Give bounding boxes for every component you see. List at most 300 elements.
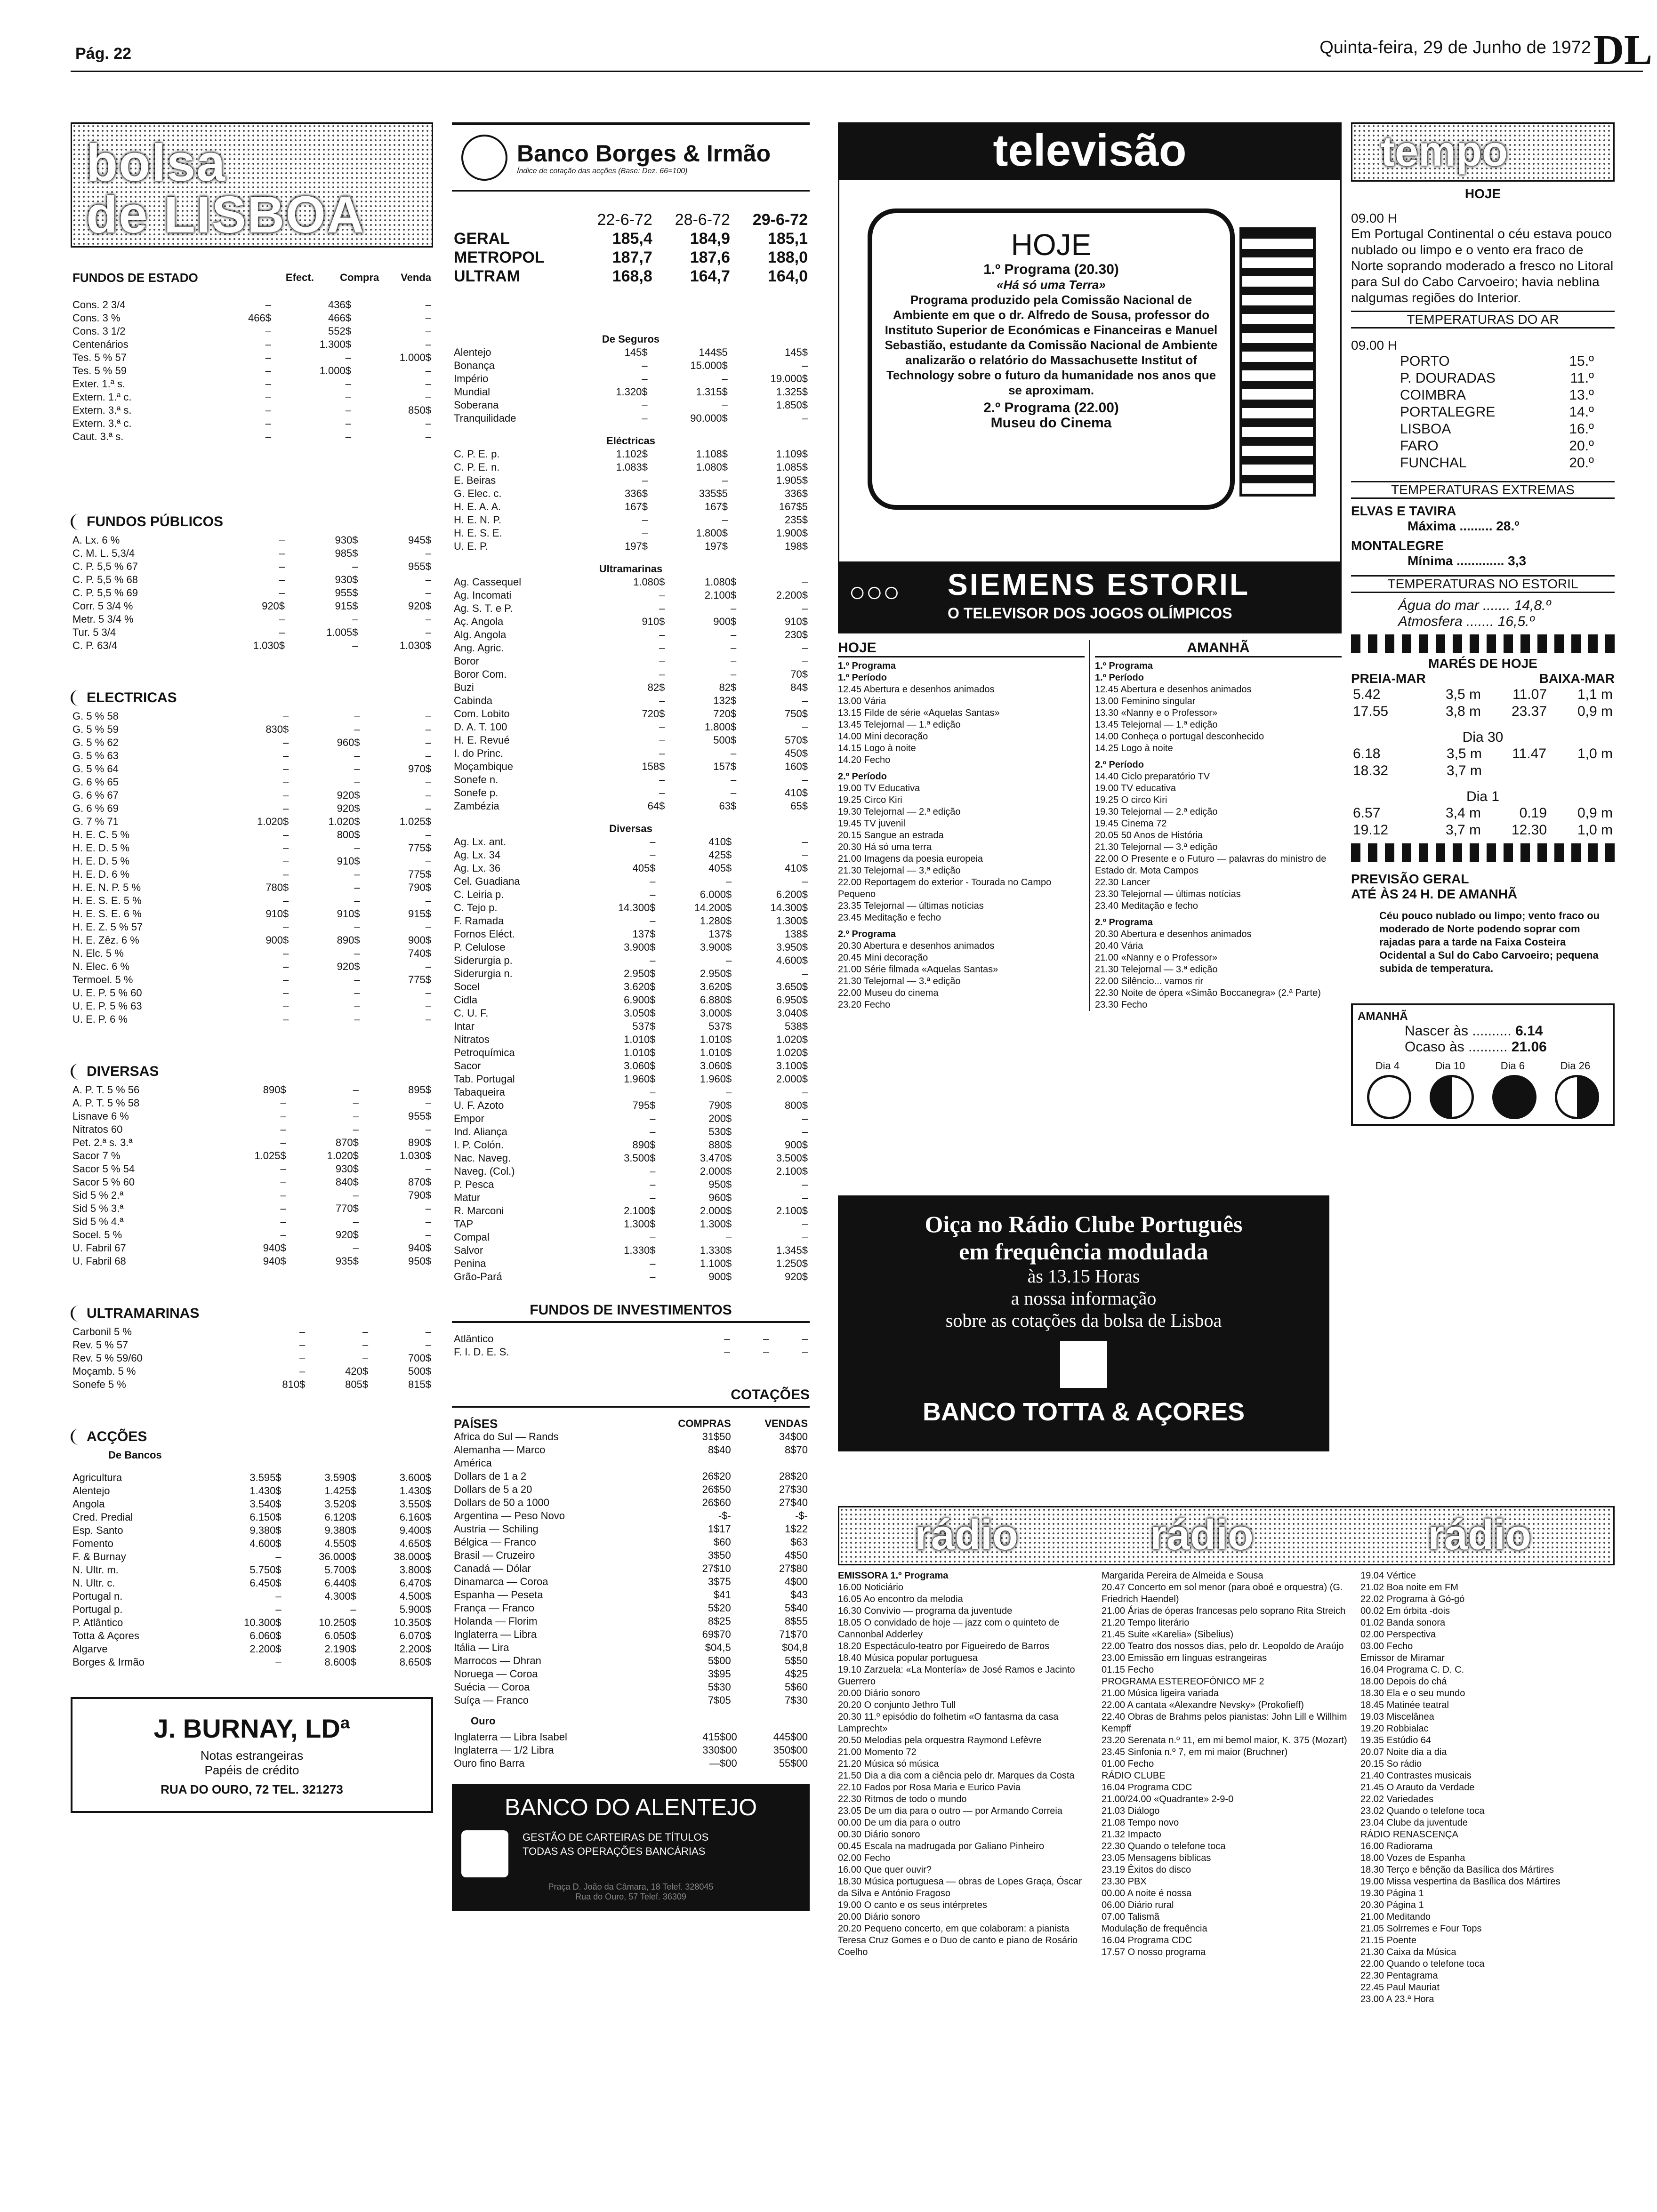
- row-value: 1.300$: [776, 915, 808, 927]
- table-row: [452, 681, 810, 694]
- row-value: 3,7 m: [1445, 822, 1481, 838]
- row-label: Esp. Santo: [72, 1524, 123, 1536]
- row-value: –: [802, 721, 808, 733]
- row-value: –: [425, 1163, 431, 1175]
- row-value: 20.º: [1569, 438, 1594, 454]
- temp-extremas-title: TEMPERATURAS EXTREMAS: [1351, 481, 1615, 499]
- table-row: [452, 372, 810, 385]
- row-value: –: [283, 895, 289, 906]
- fundos-invest-title: FUNDOS DE INVESTIMENTOS: [452, 1302, 810, 1323]
- row-value: 4.500$: [399, 1590, 431, 1602]
- row-value: 450$: [785, 747, 808, 759]
- radio-col-3: [1356, 1570, 1605, 2005]
- row-value: 3.600$: [399, 1472, 431, 1483]
- row-label: Dollars de 5 a 20: [454, 1483, 532, 1495]
- table-row: [452, 527, 810, 540]
- list-item: 14.00 Conheça o portugal desconhecido: [1095, 731, 1264, 742]
- row-label: Tes. 5 % 57: [72, 352, 127, 363]
- row-value: 900$: [713, 616, 737, 627]
- cotacoes-title: COTAÇÕES: [452, 1387, 810, 1408]
- row-label: C. P. 5,5 % 67: [72, 561, 138, 572]
- table-row: [71, 828, 433, 842]
- table-row: [71, 947, 433, 960]
- table-row: [452, 474, 810, 487]
- row-value: 436$: [328, 299, 351, 311]
- table-row: [71, 986, 433, 1000]
- row-label: Pet. 2.ª s. 3.ª: [72, 1137, 133, 1148]
- row-value: –: [283, 987, 289, 999]
- row-value: 1.080$: [633, 576, 665, 588]
- row-value: –: [354, 842, 360, 854]
- row-value: –: [353, 1084, 359, 1096]
- fase-3-label: Dia 6: [1500, 1060, 1525, 1072]
- tv-hoje-p2-sub: 2.º Período: [838, 771, 887, 782]
- tv-hoje-p2-list: [838, 783, 1085, 924]
- row-label: Tabaqueira: [454, 1086, 505, 1098]
- tv-screen-p5: Museu do Cinema: [990, 415, 1112, 431]
- row-value: –: [659, 642, 665, 654]
- table-row: [452, 875, 810, 888]
- row-value: 1.850$: [776, 399, 808, 411]
- row-value: 445$00: [773, 1731, 808, 1743]
- row-value: 870$: [335, 1137, 359, 1148]
- row-value: 1.030$: [399, 640, 431, 651]
- fase-2-label: Dia 10: [1435, 1060, 1465, 1072]
- row-value: 2.190$: [324, 1643, 356, 1655]
- nascer-label: Nascer às: [1405, 1023, 1469, 1039]
- row-label: Buzi: [454, 681, 474, 693]
- row-value: 810$: [282, 1378, 306, 1390]
- list-item: 14.40 Ciclo preparatório TV: [1095, 771, 1210, 782]
- table-row: [71, 1000, 433, 1013]
- totta-logo-icon: [1060, 1341, 1107, 1388]
- tv-screen-p3: Programa produzido pela Comissão Nacional de Ambiente em que o dr. Alfredo de Sousa, professor do Instituto Superior de Económicas e Financeiras e Manuel Sebastião, estudante da Comissão Nacional de Ambiente analizarão o relatório do Massachusette Institut of Technology sobre o futuro da humanidade nos anos que se aproximam.: [885, 293, 1218, 397]
- row-value: 2.100$: [776, 1165, 808, 1177]
- list-item: 23.19 Êxitos do disco: [1102, 1865, 1191, 1875]
- row-value: 1.280$: [700, 915, 732, 927]
- row-value: 145$: [624, 346, 648, 358]
- table-row: [71, 1603, 433, 1616]
- row-value: –: [265, 404, 271, 416]
- row-value: –: [425, 365, 431, 377]
- row-label: A. P. T. 5 % 58: [72, 1097, 140, 1109]
- row-value: –: [425, 921, 431, 933]
- accoes-rows: [71, 1471, 433, 1669]
- row-value: 1$17: [708, 1523, 731, 1535]
- minima-value: 3,3: [1508, 553, 1527, 568]
- row-label: Cidla: [454, 994, 478, 1006]
- row-value: 14.300$: [770, 902, 808, 914]
- row-value: 890$: [263, 1084, 286, 1096]
- row-value: 3.040$: [776, 1007, 808, 1019]
- row-value: –: [802, 412, 808, 424]
- row-value: 900$: [708, 1271, 732, 1282]
- row-value: –: [425, 829, 431, 841]
- row-value: 8$25: [708, 1615, 731, 1627]
- row-label: C. P. 5,5 % 68: [72, 574, 138, 585]
- list-item: 23.35 Telejornal — últimas notícias: [838, 901, 984, 911]
- table-row: [452, 941, 810, 954]
- tv-amanha-p2-list: [1095, 771, 1342, 912]
- list-item: 21.00 Árias de óperas francesas pelo soprano Rita Streich: [1102, 1606, 1346, 1616]
- row-value: 8$70: [785, 1444, 808, 1456]
- row-label: ULTRAM: [454, 267, 520, 285]
- list-item: 12.45 Abertura e desenhos animados: [1095, 684, 1252, 695]
- row-value: –: [345, 378, 351, 390]
- list-item: 00.00 De um dia para o outro: [838, 1818, 961, 1828]
- row-value: –: [283, 974, 289, 986]
- row-value: 70$: [790, 668, 808, 680]
- diversas-title: DIVERSAS: [71, 1064, 433, 1080]
- row-value: 800$: [785, 1099, 808, 1111]
- row-value: $41: [714, 1589, 731, 1601]
- row-value: –: [279, 626, 285, 638]
- row-value: –: [354, 710, 360, 722]
- row-label: Holanda — Florim: [454, 1615, 538, 1627]
- row-label: Grão-Pará: [454, 1271, 502, 1282]
- row-value: –: [725, 875, 732, 887]
- table-row: [452, 589, 810, 602]
- list-item: 19.03 Miscelânea: [1360, 1712, 1434, 1722]
- list-item: 21.02 Boa noite em FM: [1360, 1582, 1458, 1593]
- list-item: 23.05 Mensagens bíblicas: [1102, 1853, 1211, 1863]
- table-row: [71, 1537, 433, 1550]
- table-row: [452, 980, 810, 994]
- row-value: 15.000$: [690, 360, 728, 371]
- row-label: H. E. N. P.: [454, 514, 502, 526]
- estoril-title: TEMPERATURAS NO ESTORIL: [1351, 575, 1615, 593]
- row-label: LISBOA: [1400, 421, 1451, 437]
- row-label: 18.32: [1353, 763, 1389, 778]
- row-label: H. E. D. 6 %: [72, 868, 130, 880]
- row-value: 1.315$: [696, 386, 728, 398]
- list-item: 22.30 Ritmos de todo o mundo: [838, 1794, 967, 1804]
- row-value: –: [362, 1326, 369, 1338]
- table-row: [452, 1654, 810, 1667]
- row-value: –: [280, 1110, 286, 1122]
- row-value: –: [265, 365, 271, 377]
- list-item: 14.25 Logo à noite: [1095, 743, 1173, 753]
- list-item: Emissor de Miramar: [1360, 1653, 1445, 1663]
- row-value: 930$: [335, 534, 358, 546]
- row-value: –: [722, 514, 728, 526]
- table-row: [452, 1575, 810, 1588]
- row-label: Alg. Angola: [454, 629, 507, 641]
- list-item: 21.30 Telejornal — 3.ª edição: [1095, 842, 1218, 852]
- ultramarinas-accoes-rows: [452, 576, 810, 813]
- row-value: 82$: [647, 681, 665, 693]
- row-value: 795$: [632, 1099, 656, 1111]
- list-item: 21.20 Música só música: [838, 1759, 939, 1769]
- list-item: 16.04 Programa CDC: [1102, 1782, 1192, 1793]
- row-value: –: [730, 655, 737, 667]
- row-value: –: [659, 668, 665, 680]
- list-item: 23.00 A 23.ª Hora: [1360, 1994, 1434, 2004]
- table-row: [452, 1731, 810, 1744]
- row-value: 11.º: [1570, 370, 1594, 386]
- row-value: 930$: [335, 1163, 359, 1175]
- row-value: 1,1 m: [1577, 687, 1613, 702]
- row-value: 27$80: [779, 1563, 808, 1574]
- row-label: Compal: [454, 1231, 490, 1243]
- row-value: 3.540$: [249, 1498, 282, 1510]
- tv-amanha-p1-sub: 1.º Período: [1095, 673, 1144, 683]
- row-label: H. E. S. E.: [454, 527, 502, 539]
- list-item: 19.00 TV educativa: [1095, 783, 1176, 793]
- list-item: 19.00 Missa vespertina da Basílica dos Mártires: [1360, 1876, 1560, 1887]
- row-value: –: [265, 352, 271, 363]
- row-label: Borges & Irmão: [72, 1656, 145, 1668]
- row-label: Austria — Schiling: [454, 1523, 539, 1535]
- table-row: [71, 534, 433, 547]
- row-value: –: [283, 802, 289, 814]
- table-row: [452, 513, 810, 527]
- row-value: 6.950$: [776, 994, 808, 1006]
- list-item: 21.00 Meditando: [1360, 1912, 1431, 1922]
- row-value: –: [802, 655, 808, 667]
- table-row: [452, 668, 810, 681]
- row-label: METROPOL: [454, 248, 545, 266]
- row-value: –: [802, 1086, 808, 1098]
- row-value: 3.060$: [624, 1060, 656, 1072]
- amanha-box: AMANHÃ Nascer às .......... 6.14 Ocaso às .......... 21.06 Dia 4 Dia 10 Dia 6 Dia 26: [1351, 1003, 1615, 1126]
- list-item: RÁDIO RENASCENÇA: [1360, 1829, 1458, 1840]
- table-row: [71, 626, 433, 639]
- row-value: –: [659, 774, 665, 785]
- row-label: Ouro fino Barra: [454, 1757, 525, 1769]
- table-row: [71, 881, 433, 894]
- row-value: 185,4: [612, 230, 652, 248]
- list-item: 07.00 Talismã: [1102, 1912, 1160, 1922]
- list-item: 21.30 Telejornal — 3.ª edição: [838, 866, 961, 876]
- mares-hoje-rows: [1351, 686, 1615, 720]
- mares-dia30-rows: [1351, 745, 1615, 779]
- row-value: –: [350, 1603, 356, 1615]
- row-label: Fomento: [72, 1538, 113, 1549]
- table-row: [71, 312, 433, 325]
- row-value: –: [354, 947, 360, 959]
- row-value: 4.600$: [776, 954, 808, 966]
- table-row: [452, 1231, 810, 1244]
- row-value: –: [283, 776, 289, 788]
- row-label: H. E. A. A.: [454, 501, 501, 513]
- row-value: –: [280, 1097, 286, 1109]
- list-item: 16.05 Ao encontro da melodia: [838, 1594, 963, 1604]
- tv-column: [838, 122, 1342, 1426]
- row-value: 4.300$: [324, 1590, 356, 1602]
- table-row: [71, 1228, 433, 1242]
- row-value: –: [265, 431, 271, 442]
- row-value: –: [280, 1176, 286, 1188]
- row-value: 2.200$: [399, 1643, 431, 1655]
- list-item: 13.45 Telejornal — 1.ª edição: [1095, 720, 1218, 730]
- row-value: 920$: [262, 600, 285, 612]
- list-item: 14.15 Logo à noite: [838, 743, 916, 753]
- row-value: –: [425, 431, 431, 442]
- row-value: –: [650, 1271, 656, 1282]
- row-value: –: [425, 613, 431, 625]
- row-value: 720$: [642, 708, 665, 720]
- list-item: 19.25 Circo Kiri: [838, 795, 902, 805]
- bolsa-column: [71, 122, 433, 1813]
- table-row: [71, 1352, 433, 1365]
- row-label: U. E. P. 5 % 60: [72, 987, 142, 999]
- row-value: –: [642, 514, 648, 526]
- row-value: –: [659, 695, 665, 706]
- list-item: 23.05 De um dia para o outro — por Armando Correia: [838, 1806, 1062, 1816]
- row-value: –: [650, 1192, 656, 1203]
- row-label: 5.42: [1353, 687, 1381, 702]
- row-value: 5$00: [708, 1655, 731, 1667]
- row-label: G. 7 % 71: [72, 816, 119, 827]
- row-label: Ag. S. T. e P.: [454, 602, 513, 614]
- row-value: –: [802, 1126, 808, 1138]
- table-row: [452, 862, 810, 875]
- row-label: U. E. P.: [454, 540, 488, 552]
- row-value: –: [283, 921, 289, 933]
- row-value: 800$: [337, 829, 360, 841]
- row-value: –: [650, 1086, 656, 1098]
- row-value: 20.º: [1569, 455, 1594, 471]
- table-row: [71, 1202, 433, 1215]
- seguros-rows: [452, 346, 810, 425]
- row-value: 1.960$: [624, 1073, 656, 1085]
- table-row: [452, 734, 810, 747]
- row-value: 2.200$: [249, 1643, 282, 1655]
- alentejo-line2: TODAS AS OPERAÇÕES BANCÁRIAS: [523, 1845, 706, 1857]
- row-value: 920$: [335, 1229, 359, 1241]
- row-value: –: [299, 1352, 306, 1364]
- table-row: [452, 540, 810, 553]
- row-value: 870$: [408, 1176, 431, 1188]
- tv-hoje-p3: 2.º Programa: [838, 929, 896, 939]
- table-row: [71, 855, 433, 868]
- borges-seal-icon: [461, 135, 507, 181]
- row-label: Nitratos 60: [72, 1123, 123, 1135]
- row-label: Siderurgia p.: [454, 954, 513, 966]
- row-value: –: [802, 968, 808, 979]
- row-label: Sonefe n.: [454, 774, 499, 785]
- row-label: Boror Com.: [454, 668, 507, 680]
- row-label: 17.55: [1353, 704, 1389, 719]
- row-value: 1.425$: [324, 1485, 356, 1497]
- row-label: Ind. Aliança: [454, 1126, 507, 1138]
- list-item: Margarida Pereira de Almeida e Sousa: [1102, 1571, 1263, 1581]
- row-label: Ag. Incomati: [454, 589, 512, 601]
- row-label: G. Elec. c.: [454, 488, 502, 499]
- table-row: [71, 723, 433, 736]
- list-item: 17.57 O nosso programa: [1102, 1947, 1206, 1957]
- table-row: [452, 615, 810, 628]
- list-item: 18.45 Matinée teatral: [1360, 1700, 1449, 1710]
- row-value: 4$25: [785, 1668, 808, 1680]
- table-row: [452, 1549, 810, 1562]
- row-value: 1.010$: [624, 1034, 656, 1045]
- row-value: 26$50: [702, 1483, 731, 1495]
- seguros-title: De Seguros: [602, 333, 660, 345]
- table-row: [452, 1125, 810, 1138]
- row-value: –: [425, 378, 431, 390]
- row-label: Cel. Guadiana: [454, 875, 520, 887]
- row-label: França — Franco: [454, 1602, 535, 1614]
- row-label: Cred. Predial: [72, 1511, 133, 1523]
- row-value: 1.020$: [776, 1047, 808, 1058]
- row-value: 3.590$: [324, 1472, 356, 1483]
- list-item: 23.30 PBX: [1102, 1876, 1147, 1887]
- table-row: [71, 1255, 433, 1268]
- row-label: Africa do Sul — Rands: [454, 1431, 559, 1443]
- list-item: 22.00 Quando o telefone toca: [1360, 1959, 1485, 1969]
- wave-decor-2-icon: [1351, 843, 1615, 862]
- row-label: Petroquímica: [454, 1047, 515, 1058]
- row-label: H. E. Z. 5 % 57: [72, 921, 143, 933]
- row-value: 895$: [408, 1084, 431, 1096]
- row-label: C. P. E. n.: [454, 461, 500, 473]
- row-label: G. 6 % 65: [72, 776, 119, 788]
- row-value: –: [659, 602, 665, 614]
- col-efect: Efect.: [285, 272, 314, 283]
- table-row: [452, 1191, 810, 1204]
- row-value: 164,0: [767, 267, 808, 285]
- table-row: [71, 736, 433, 749]
- row-value: –: [425, 325, 431, 337]
- row-label: C. P. E. p.: [454, 448, 500, 460]
- table-row: [71, 1616, 433, 1629]
- row-value: –: [279, 534, 285, 546]
- table-row: [71, 351, 433, 364]
- list-item: 20.47 Concerto em sol menor (para oboé e orquestra) (G. Friedrich Haendel): [1102, 1582, 1343, 1604]
- list-item: 21.40 Contrastes musicais: [1360, 1771, 1472, 1781]
- row-value: 2.000$: [700, 1165, 732, 1177]
- row-value: 1.100$: [700, 1258, 732, 1269]
- row-value: 1.085$: [776, 461, 808, 473]
- row-value: –: [354, 882, 360, 893]
- list-item: 13.15 Filde de série «Aquelas Santas»: [838, 708, 1000, 718]
- list-item: 22.00 O Presente e o Futuro — palavras do ministro de Estado dr. Mota Campos: [1095, 854, 1327, 876]
- table-row: [452, 928, 810, 941]
- list-item: 22.30 Noite de ópera «Simão Boccanegra» (2.ª Parte): [1095, 988, 1321, 998]
- row-value: 700$: [408, 1352, 431, 1364]
- row-value: 3.520$: [324, 1498, 356, 1510]
- row-value: $63: [790, 1536, 808, 1548]
- diversas-accoes-title: Diversas: [609, 823, 652, 834]
- radio-section: [838, 1506, 1615, 2005]
- row-value: 23.37: [1511, 704, 1547, 719]
- list-item: 12.45 Abertura e desenhos animados: [838, 684, 995, 695]
- row-value: 1.080$: [704, 576, 737, 588]
- row-value: 1.320$: [616, 386, 648, 398]
- list-item: 21.00/24.00 «Quadrante» 2-9-0: [1102, 1794, 1234, 1804]
- list-item: 18.20 Espectáculo-teatro por Figueiredo de Barros: [838, 1641, 1050, 1651]
- row-label: Salvor: [454, 1244, 483, 1256]
- row-value: –: [425, 338, 431, 350]
- row-value: 1.800$: [704, 721, 737, 733]
- col-venda: Venda: [401, 272, 431, 283]
- row-value: –: [283, 1013, 289, 1025]
- row-value: –: [425, 802, 431, 814]
- list-item: 18.00 Vozes de Espanha: [1360, 1853, 1465, 1863]
- table-row: [71, 1563, 433, 1577]
- table-row: [71, 1498, 433, 1511]
- row-label: Sid 5 % 3.ª: [72, 1202, 124, 1214]
- table-row: [71, 907, 433, 921]
- tv-title: televisão: [838, 122, 1342, 179]
- row-value: 9.380$: [324, 1524, 356, 1536]
- row-value: 6.160$: [399, 1511, 431, 1523]
- list-item: 21.30 Caixa da Música: [1360, 1947, 1456, 1957]
- row-value: 1.250$: [776, 1258, 808, 1269]
- row-value: –: [642, 360, 648, 371]
